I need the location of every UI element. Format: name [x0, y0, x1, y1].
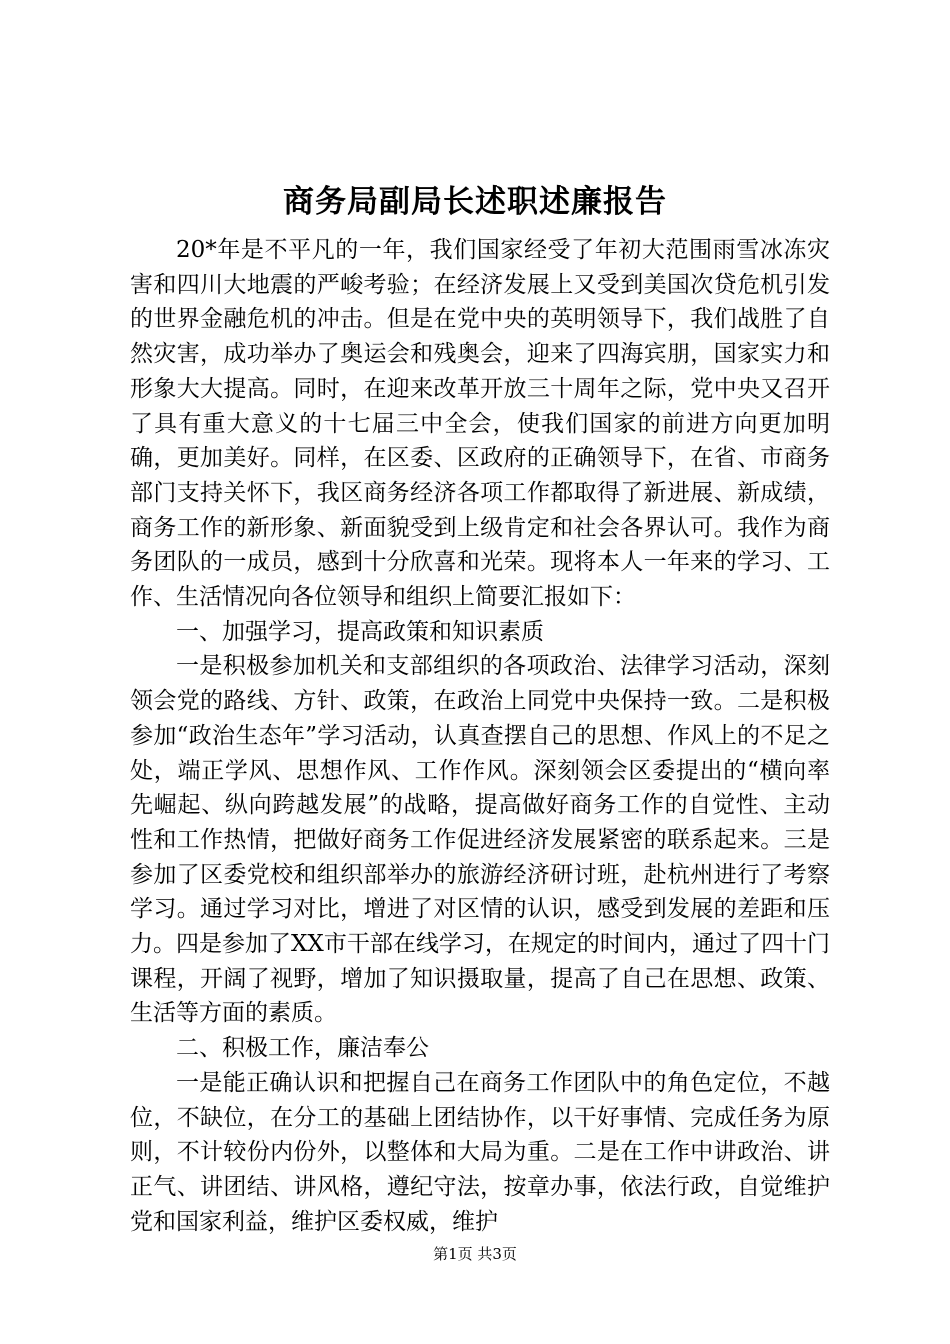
section-heading-1: 一、加强学习，提高政策和知识素质: [176, 618, 544, 645]
page-footer: 第1页 共3页: [433, 1245, 517, 1263]
intro-paragraph: 20*年是不平凡的一年，我们国家经受了年初大范围雨雪冰冻灾害和四川大地震的严峻考验；在经济发展上又受到美国次贷危机引发的世界金融危机的冲击。但是在党中央的英明领导下，我们战胜了自然灾害，成功举办了奥运会和残奥会，迎来了四海宾朋，国家实力和形象大大提高。同时，在迎来改革开放三十周年之际，党中央又召开了具有重大意义的十七届三中全会，使我们国家的前进方向更加明确，更加美好。同样，在区委、区政府的正确领导下，在省、市商务部门支持关怀下，我区商务经济各项工作都取得了新进展、新成绩，商务工作的新形象、新面貌受到上级肯定和社会各界认可。我作为商务团队的一成员，感到十分欣喜和光荣。现将本人一年来的学习、工作、生活情况向各位领导和组织上简要汇报如下：: [130, 237, 830, 611]
section-1-paragraph: 一是积极参加机关和支部组织的各项政治、法律学习活动，深刻领会党的路线、方针、政策，在政治上同党中央保持一致。二是积极参加“政治生态年”学习活动，认真查摆自己的思想、作风上的不足之处，端正学风、思想作风、工作作风。深刻领会区委提出的“横向率先崛起、纵向跨越发展”的战略，提高做好商务工作的自觉性、主动性和工作热情，把做好商务工作促进经济发展紧密的联系起来。三是参加了区委党校和组织部举办的旅游经济研讨班，赴杭州进行了考察学习。通过学习对比，增进了对区情的认识，感受到发展的差距和压力。四是参加了XX市干部在线学习，在规定的时间内，通过了四十门课程，开阔了视野，增加了知识摄取量，提高了自己在思想、政策、生活等方面的素质。: [130, 653, 830, 1027]
section-heading-2: 二、积极工作，廉洁奉公: [176, 1035, 429, 1062]
section-2-paragraph: 一是能正确认识和把握自己在商务工作团队中的角色定位，不越位，不缺位，在分工的基础上团结协作，以干好事情、完成任务为原则，不计较份内份外，以整体和大局为重。二是在工作中讲政治、讲正气、讲团结、讲风格，遵纪守法，按章办事，依法行政，自觉维护党和国家利益，维护区委权威，维护: [130, 1069, 830, 1235]
document-title: 商务局副局长述职述廉报告: [283, 184, 667, 220]
document-body: [130, 233, 830, 1239]
